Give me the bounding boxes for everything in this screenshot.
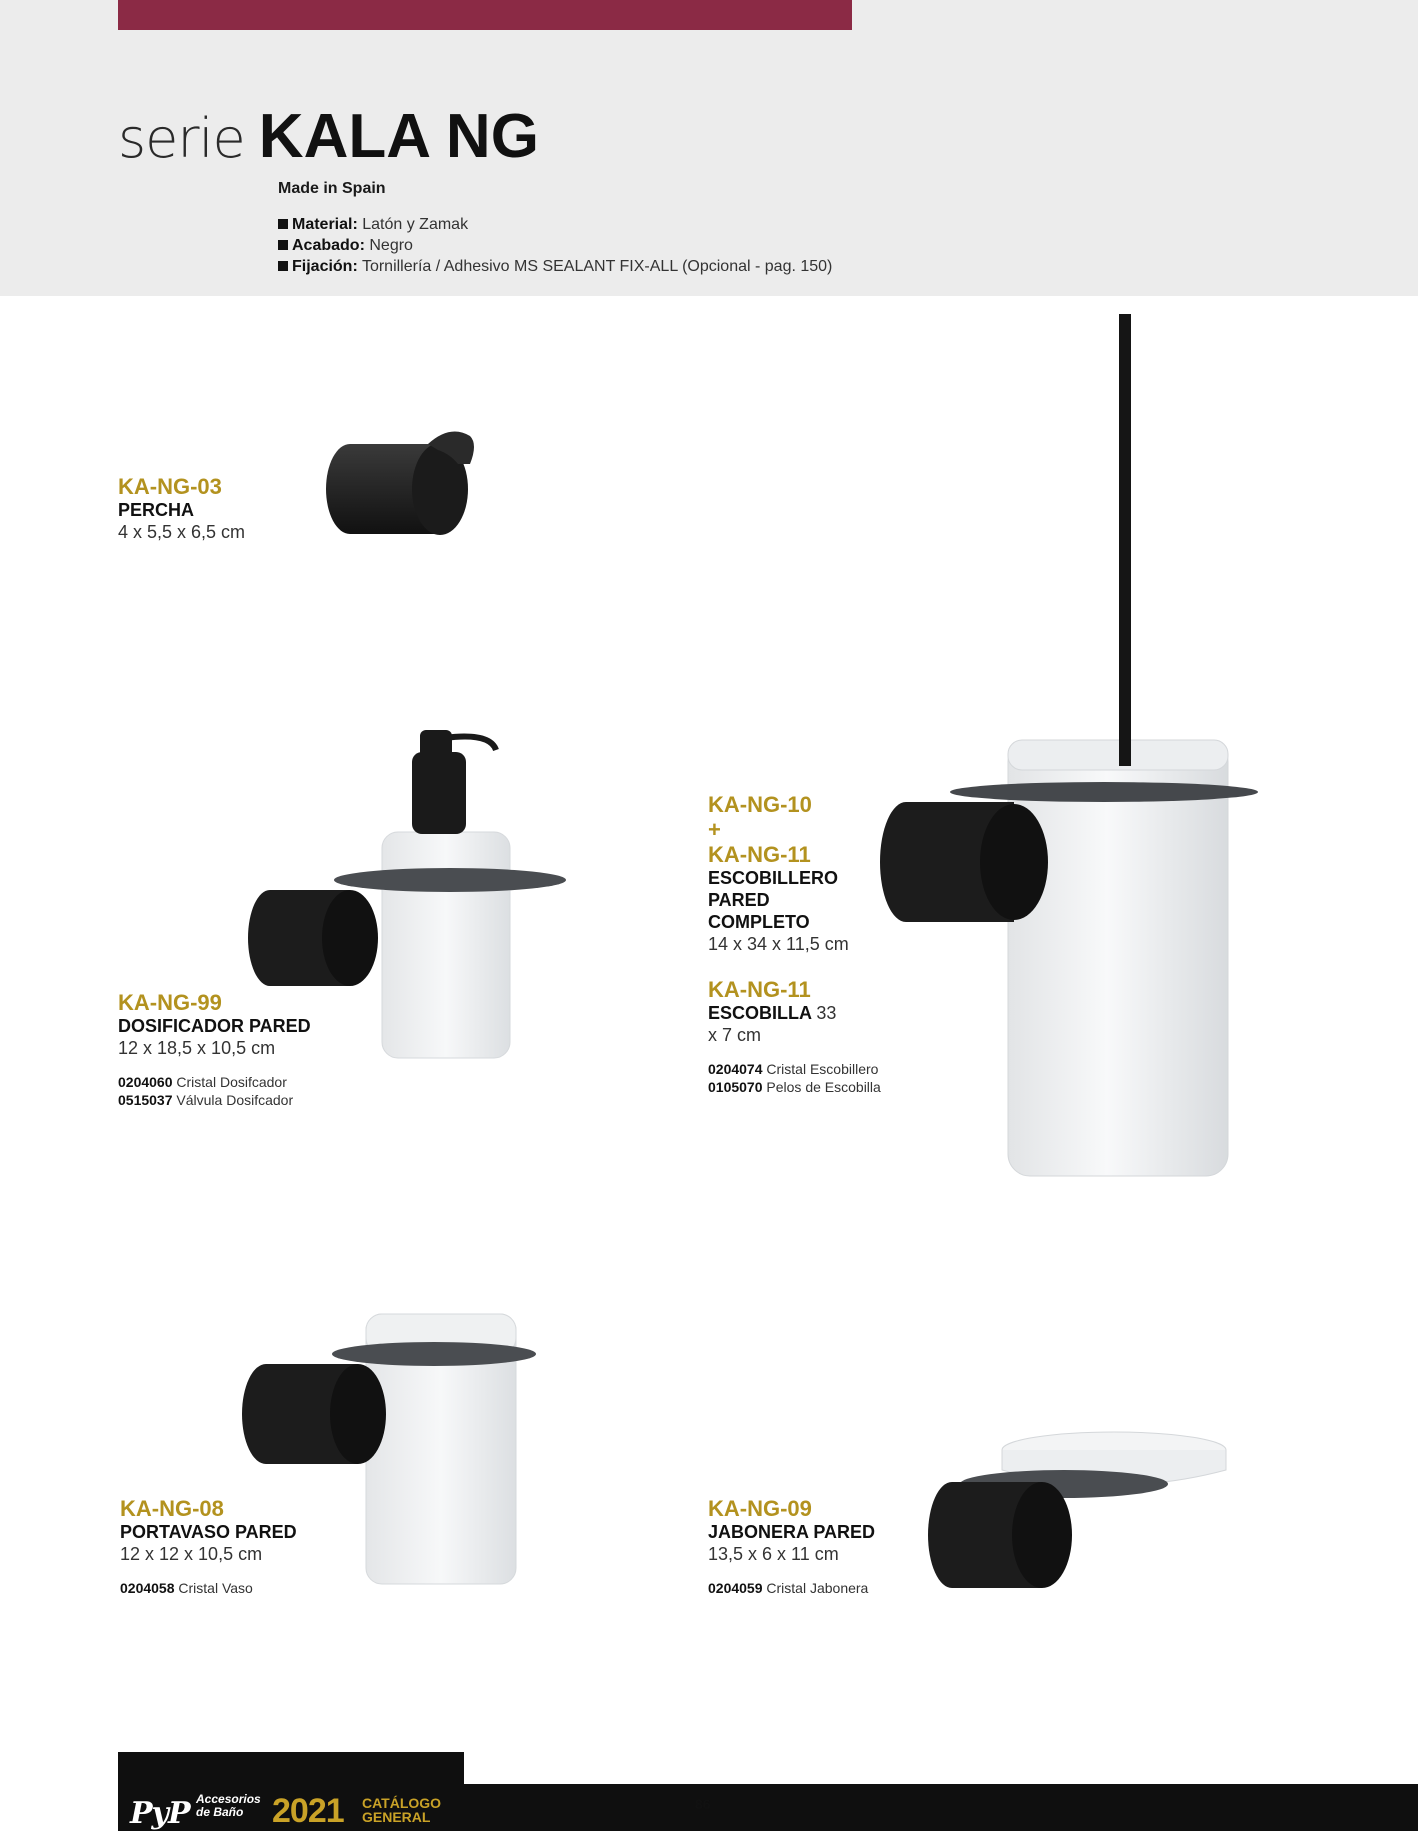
sub-product-name: ESCOBILLA 33	[708, 1003, 837, 1023]
product-name: PERCHA	[118, 500, 195, 520]
product-dimensions: 12 x 18,5 x 10,5 cm	[118, 1038, 276, 1058]
bullet-square-icon	[278, 219, 288, 229]
bullet-square-icon	[278, 261, 288, 271]
product-dimensions: 14 x 34 x 11,5 cm	[708, 934, 849, 954]
product-portavaso	[120, 1496, 297, 1597]
sub-product-dimensions: x 7 cm	[708, 1025, 762, 1045]
product-name: JABONERA PARED	[708, 1522, 876, 1542]
product-jabonera	[708, 1496, 875, 1597]
spec-fijacion: Fijación: Tornillería / Adhesivo MS SEALANT FIX-ALL (Opcional - pag. 150)	[278, 258, 832, 276]
spare-part: 0204074 Cristal Escobillero	[708, 1061, 879, 1077]
logo-tagline: Accesorios de Baño	[196, 1792, 261, 1819]
page-number: 86	[695, 1796, 711, 1812]
product-code: KA-NG-08	[120, 1496, 224, 1521]
plus-sign: +	[708, 817, 721, 842]
product-code: KA-NG-99	[118, 990, 222, 1015]
sub-product-code: KA-NG-11	[708, 977, 811, 1002]
product-code: KA-NG-03	[118, 474, 222, 499]
product-name: COMPLETO	[708, 912, 810, 932]
product-name: ESCOBILLERO	[708, 868, 839, 888]
product-code: KA-NG-09	[708, 1496, 812, 1521]
product-name: DOSIFICADOR PARED	[118, 1016, 311, 1036]
jabonera-image	[924, 1430, 1244, 1600]
product-escobillero	[708, 792, 881, 1096]
serie-word: serie	[118, 107, 245, 170]
product-name: PORTAVASO PARED	[120, 1522, 297, 1542]
spare-part: 0204058 Cristal Vaso	[120, 1580, 253, 1596]
spec-material: Material: Latón y Zamak	[278, 216, 468, 234]
logo-brand-mark: PyP	[130, 1796, 190, 1831]
spare-part: 0515037 Válvula Dosifcador	[118, 1092, 294, 1108]
product-dimensions: 12 x 12 x 10,5 cm	[120, 1544, 263, 1564]
product-dimensions: 13,5 x 6 x 11 cm	[708, 1544, 839, 1564]
product-dimensions: 4 x 5,5 x 6,5 cm	[118, 522, 246, 542]
bullet-square-icon	[278, 240, 288, 250]
product-code-b: KA-NG-11	[708, 842, 811, 867]
made-in-label: Made in Spain	[278, 180, 386, 197]
series-name: KALA NG	[258, 102, 539, 171]
spec-acabado: Acabado: Negro	[278, 237, 413, 255]
product-dosificador	[118, 990, 311, 1109]
accent-bar	[118, 0, 852, 30]
catalog-year: 2021	[272, 1792, 344, 1830]
product-name: PARED	[708, 890, 770, 910]
product-code-a: KA-NG-10	[708, 792, 812, 817]
page-title	[118, 102, 539, 171]
spare-part: 0204060 Cristal Dosifcador	[118, 1074, 287, 1090]
percha-image	[320, 424, 490, 554]
escobillero-image	[864, 312, 1264, 1192]
spare-part: 0204059 Cristal Jabonera	[708, 1580, 869, 1596]
catalog-label: CATÁLOGO GENERAL	[362, 1795, 442, 1825]
product-percha	[118, 474, 245, 543]
spare-part: 0105070 Pelos de Escobilla	[708, 1079, 881, 1095]
